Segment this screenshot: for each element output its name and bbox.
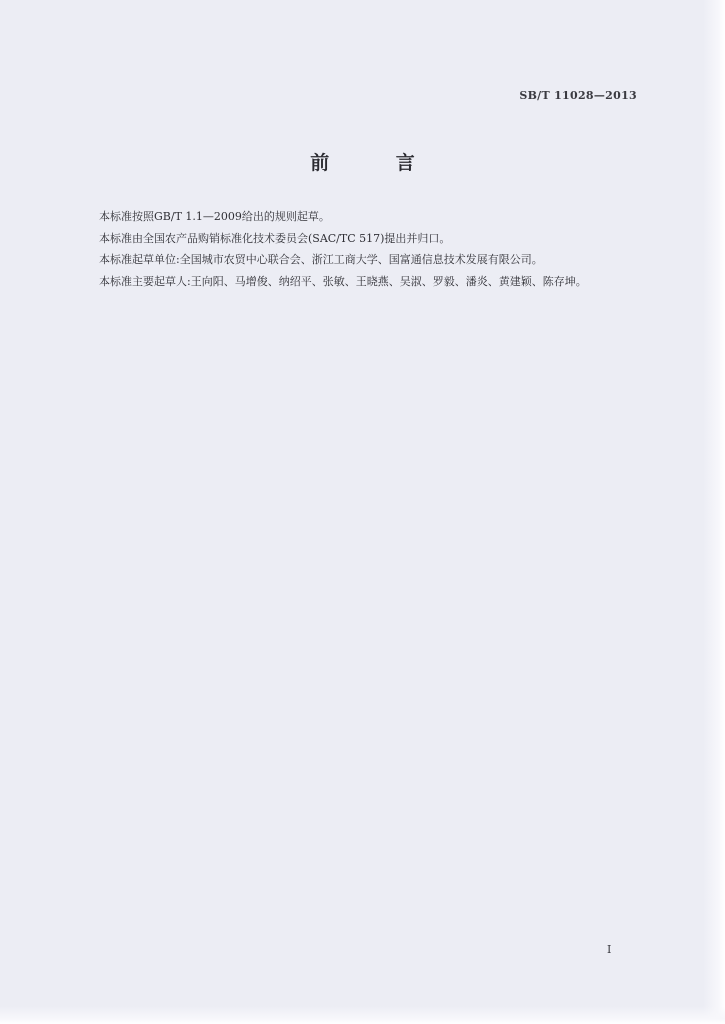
scan-edge-bottom bbox=[0, 1006, 725, 1024]
paragraph-drafting-units: 本标准起草单位:全国城市农贸中心联合会、浙江工商大学、国富通信息技术发展有限公司。 bbox=[99, 253, 543, 266]
paragraph-drafting-rules: 本标准按照GB/T 1.1—2009给出的规则起草。 bbox=[99, 210, 330, 223]
page-number: I bbox=[607, 943, 612, 956]
page-title: 前 言 bbox=[310, 152, 445, 174]
scan-edge-right bbox=[703, 0, 725, 1024]
foreword-body bbox=[99, 206, 639, 292]
paragraph-drafters: 本标准主要起草人:王向阳、马增俊、纳绍平、张敏、王晓燕、吴淑、罗毅、潘炎、黄建颖、陈存坤。 bbox=[99, 274, 587, 288]
paragraph-proposer: 本标准由全国农产品购销标准化技术委员会(SAC/TC 517)提出并归口。 bbox=[99, 231, 451, 245]
standard-code: SB/T 11028—2013 bbox=[519, 89, 637, 102]
